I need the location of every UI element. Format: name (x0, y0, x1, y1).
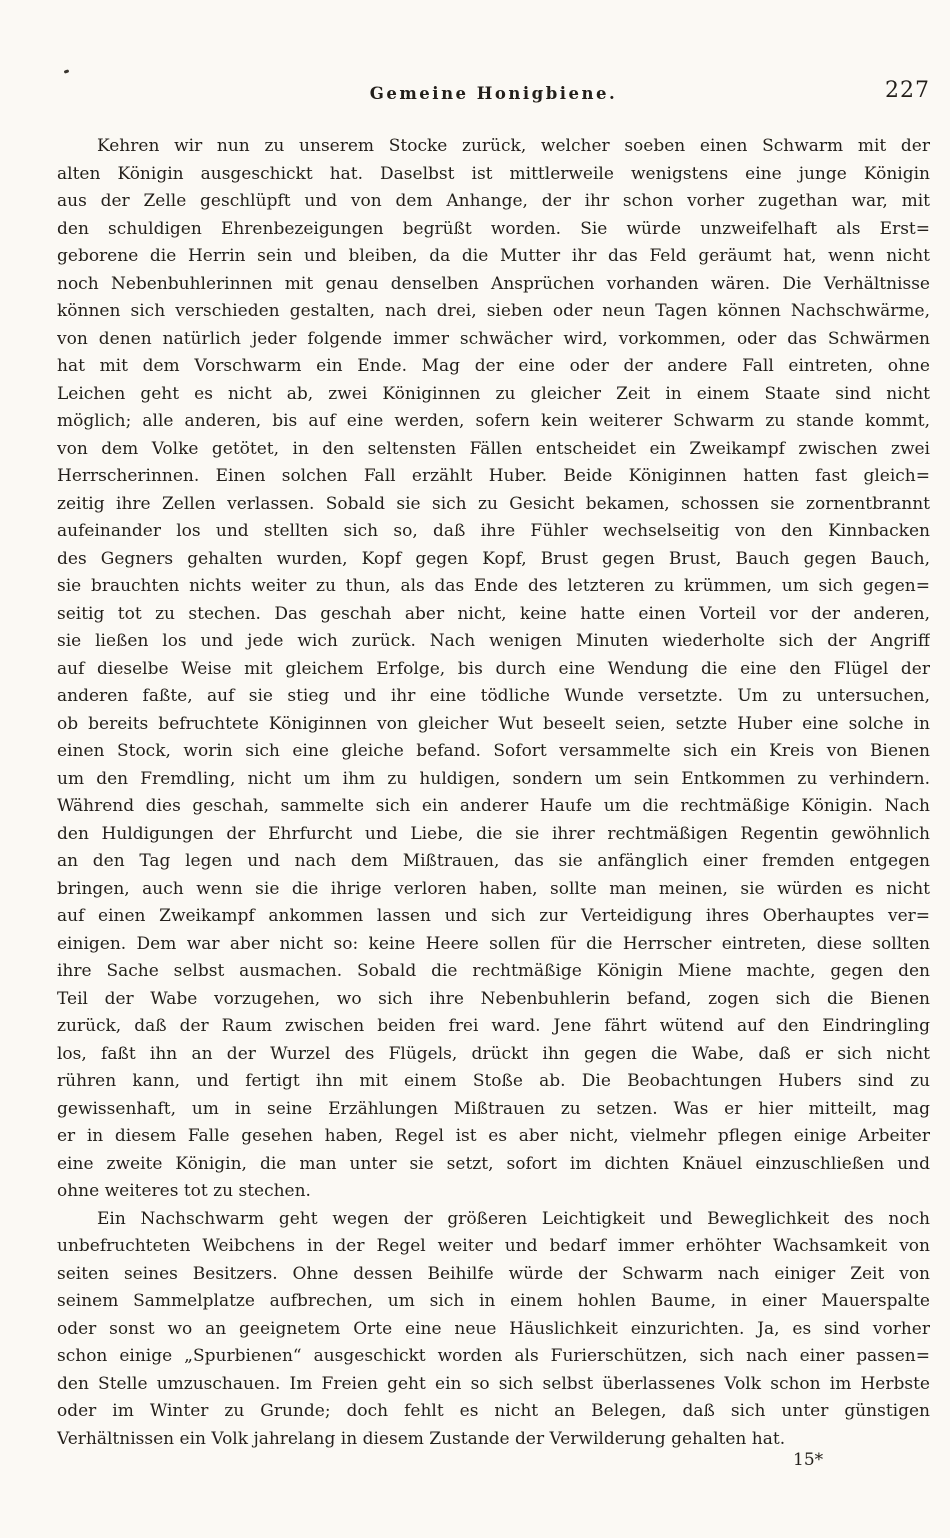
text-line: bringen, auch wenn sie die ihrige verloren haben, sollte man meinen, sie würden es nicht (57, 878, 930, 899)
signature-mark: 15* (793, 1450, 824, 1470)
text-line: Teil der Wabe vorzugehen, wo sich ihre Nebenbuhlerin befand, zogen sich die Bienen (57, 988, 930, 1009)
text-line: einigen. Dem war aber nicht so: keine Heere sollen für die Herrscher eintreten, diese sollten (57, 933, 930, 954)
text-line: Während dies geschah, sammelte sich ein anderer Haufe um die rechtmäßige Königin. Nach (57, 796, 930, 816)
text-line: rühren kann, und fertigt ihn mit einem Stoße ab. Die Beobachtungen Hubers sind zu (57, 1071, 930, 1091)
text-line: einen Stock, worin sich eine gleiche befand. Sofort versammelte sich ein Kreis von Bienen (57, 741, 930, 761)
text-line: um den Fremdling, nicht um ihm zu huldigen, sondern um sein Entkommen zu verhindern. (57, 768, 930, 789)
page-header (57, 78, 930, 108)
text-line: seiten seines Besitzers. Ohne dessen Beihilfe würde der Schwarm nach einiger Zeit von (57, 1263, 930, 1284)
text-line: eine zweite Königin, die man unter sie setzt, sofort im dichten Knäuel einzuschließen und (57, 1153, 930, 1174)
text-line: den schuldigen Ehrenbezeigungen begrüßt worden. Sie würde unzweifelhaft als Erst= (57, 218, 930, 239)
text-line: noch Nebenbuhlerinnen mit genau denselben Ansprüchen vorhanden wären. Die Verhältnisse (57, 273, 930, 294)
scan-artifact (64, 69, 70, 74)
text-line: auf einen Zweikampf ankommen lassen und sich zur Verteidigung ihres Oberhauptes ver= (57, 906, 930, 926)
text-line: können sich verschieden gestalten, nach drei, sieben oder neun Tagen können Nachschwärme, (57, 301, 930, 321)
text-line: Kehren wir nun zu unserem Stocke zurück, welcher soeben einen Schwarm mit der (97, 136, 930, 156)
text-line: los, faßt ihn an der Wurzel des Flügels, drückt ihn gegen die Wabe, daß er sich nicht (57, 1043, 930, 1064)
text-line: geborene die Herrin sein und bleiben, da die Mutter ihr das Feld geräumt hat, wenn nicht (57, 246, 930, 266)
text-line: den Stelle umzuschauen. Im Freien geht ein so sich selbst überlassenes Volk schon im Herbste (57, 1373, 930, 1394)
text-line: anderen faßte, auf sie stieg und ihr eine tödliche Wunde versetzte. Um zu untersuchen, (57, 686, 930, 706)
text-line: alten Königin ausgeschickt hat. Daselbst ist mittlerweile wenigstens eine junge Königin (57, 163, 930, 184)
text-line: oder im Winter zu Grunde; doch fehlt es nicht an Belegen, daß sich unter günstigen (57, 1401, 930, 1421)
text-line: Ein Nachschwarm geht wegen der größeren Leichtigkeit und Beweglichkeit des noch (97, 1208, 930, 1229)
text-line: Herrscherinnen. Einen solchen Fall erzählt Huber. Beide Königinnen hatten fast gleich= (57, 466, 930, 486)
text-line: aus der Zelle geschlüpft und von dem Anhange, der ihr schon vorher zugethan war, mit (57, 191, 930, 211)
text-line: möglich; alle anderen, bis auf eine werden, sofern kein weiterer Schwarm zu stande kommt, (57, 411, 930, 431)
text-line: ihre Sache selbst ausmachen. Sobald die rechtmäßige Königin Miene machte, gegen den (57, 961, 930, 981)
text-line: sie ließen los und jede wich zurück. Nach wenigen Minuten wiederholte sich der Angriff (57, 631, 930, 651)
text-line: ohne weiteres tot zu stechen. (57, 1181, 311, 1201)
text-line: unbefruchteten Weibchens in der Regel weiter und bedarf immer erhöhter Wachsamkeit von (57, 1236, 930, 1256)
text-line: an den Tag legen und nach dem Mißtrauen, das sie anfänglich einer fremden entgegen (57, 851, 930, 871)
text-line: Leichen geht es nicht ab, zwei Königinnen zu gleicher Zeit in einem Staate sind nicht (57, 383, 930, 404)
text-line: seitig tot zu stechen. Das geschah aber nicht, keine hatte einen Vorteil vor der anderen, (57, 603, 930, 624)
text-line: Verhältnissen ein Volk jahrelang in diesem Zustande der Verwilderung gehalten hat. (57, 1428, 786, 1449)
text-line: sie brauchten nichts weiter zu thun, als das Ende des letzteren zu krümmen, um sich gegen= (57, 576, 930, 596)
text-line: zurück, daß der Raum zwischen beiden frei ward. Jene fährt wütend auf den Eindringling (57, 1016, 930, 1036)
text-line: oder sonst wo an geeignetem Orte eine neue Häuslichkeit einzurichten. Ja, es sind vorher (57, 1318, 930, 1339)
text-line: auf dieselbe Weise mit gleichem Erfolge, bis durch eine Wendung die eine den Flügel der (57, 658, 930, 679)
running-title: Gemeine Honigbiene. (369, 84, 618, 103)
text-line: schon einige „Spurbienen“ ausgeschickt worden als Furierschützen, sich nach einer passen= (57, 1346, 930, 1366)
text-line: von denen natürlich jeder folgende immer schwächer wird, vorkommen, oder das Schwärmen (57, 328, 930, 349)
text-line: ob bereits befruchtete Königinnen von gleicher Wut beseelt seien, setzte Huber eine solche in (57, 713, 930, 734)
text-line: er in diesem Falle gesehen haben, Regel ist es aber nicht, vielmehr pflegen einige Arbeiter (57, 1126, 930, 1146)
text-line: hat mit dem Vorschwarm ein Ende. Mag der eine oder der andere Fall eintreten, ohne (57, 356, 930, 376)
text-line: den Huldigungen der Ehrfurcht und Liebe, die sie ihrer rechtmäßigen Regentin gewöhnlich (57, 823, 930, 844)
text-line: von dem Volke getötet, in den seltensten Fällen entscheidet ein Zweikampf zwischen zwei (57, 438, 930, 459)
text-line: aufeinander los und stellten sich so, daß ihre Fühler wechselseitig von den Kinnbacken (57, 521, 930, 541)
text-line: zeitig ihre Zellen verlassen. Sobald sie sich zu Gesicht bekamen, schossen sie zornentbrannt (57, 493, 930, 514)
text-line: seinem Sammelplatze aufbrechen, um sich in einem hohlen Baume, in einer Mauerspalte (57, 1291, 930, 1311)
text-line: gewissenhaft, um in seine Erzählungen Mißtrauen zu setzen. Was er hier mitteilt, mag (57, 1098, 930, 1119)
text-body (57, 133, 930, 1453)
page-number: 227 (885, 78, 930, 103)
text-line: des Gegners gehalten wurden, Kopf gegen Kopf, Brust gegen Brust, Bauch gegen Bauch, (57, 548, 930, 569)
